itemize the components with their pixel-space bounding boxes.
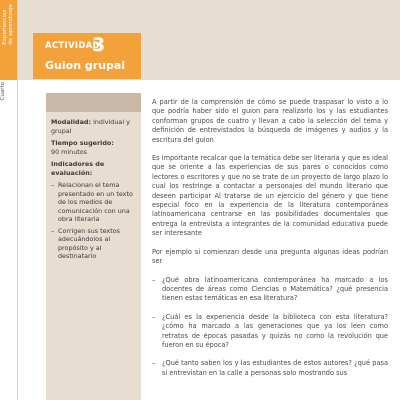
activity-number: 3	[92, 34, 106, 56]
side-tab	[0, 0, 18, 80]
tiempo-value: 90 minutos	[51, 147, 88, 156]
info-content	[51, 118, 141, 264]
body-paragraph: Por ejemplo si comienzan desde una pregunta algunas ideas podrían ser	[152, 247, 388, 266]
indicadores-label: Indicadores de evaluación:	[51, 160, 105, 177]
list-item: – Relacionan el tema presentado en un texto de los medios de comunicación con una obra literaria	[51, 181, 141, 224]
modalidad	[51, 118, 141, 135]
indicadores-list	[51, 181, 141, 261]
body-paragraph: A partir de la comprensión de cómo se puede traspasar lo visto a lo que podría haber sido el guion para realizarlo los y las estudiantes conforman grupos de cuatro y llevan a cabo la selección del tema y definición de entrevistados la búsqueda de imágenes y audios y la escritura del guion	[152, 98, 388, 144]
indicadores-heading	[51, 160, 141, 177]
question-list	[152, 276, 388, 379]
page-title: Guion grupal	[45, 59, 126, 72]
tiempo-label: Tiempo sugerido:	[51, 139, 114, 147]
side-tab-text: Experiencias de aprendizaje	[2, 4, 15, 45]
list-item: – Corrigen sus textos adecuándolos al propósito y al destinatario	[51, 227, 141, 261]
list-item: – ¿Cuál es la experiencia desde la biblioteca con esta literatura? ¿cómo ha marcado a las generaciones que ya los leen como retratos de épocas pasadas y quizás no como la revolución que fueron en su época?	[152, 313, 388, 351]
modalidad-label: Modalidad:	[51, 118, 92, 126]
main-text	[152, 98, 388, 387]
list-item: – ¿Qué obra latinoamericana contemporánea ha marcado a los docentes de áreas como Ciencias o Matemática? ¿qué presencia tienen estas temáticas en esa literatura?	[152, 276, 388, 304]
info-box-stripe	[46, 93, 141, 112]
tiempo	[51, 139, 141, 156]
list-item: – ¿Qué tanto saben los y las estudiantes de estos autores? ¿qué pasa si entrevistan en la calle a personas solo mostrando sus	[152, 359, 388, 378]
modalidad-value: individual y grupal	[51, 118, 130, 135]
side-divider	[17, 0, 18, 400]
activity-header-box	[33, 33, 141, 79]
body-paragraph: Es importante recalcar que la temática debe ser literaria y que es ideal que se oriente a las experiencias de sus pares o conocidos como lectores o escritores y que no se trate de un proyecto de largo plazo lo cual los restringe a contactar a personajes del mundo literario que deseen participar Al tratarse de un ejercicio del género y que tiene especial foco en la experiencia de la literatura contemporánea latinoamericana centrarse en las posibilidades documentales que entrega la entrevista a integrantes de la comunidad educativa puede ser interesante	[152, 154, 388, 238]
activity-label: ACTIVIDAD	[45, 41, 100, 51]
grade-label: Cuarto	[0, 82, 6, 101]
